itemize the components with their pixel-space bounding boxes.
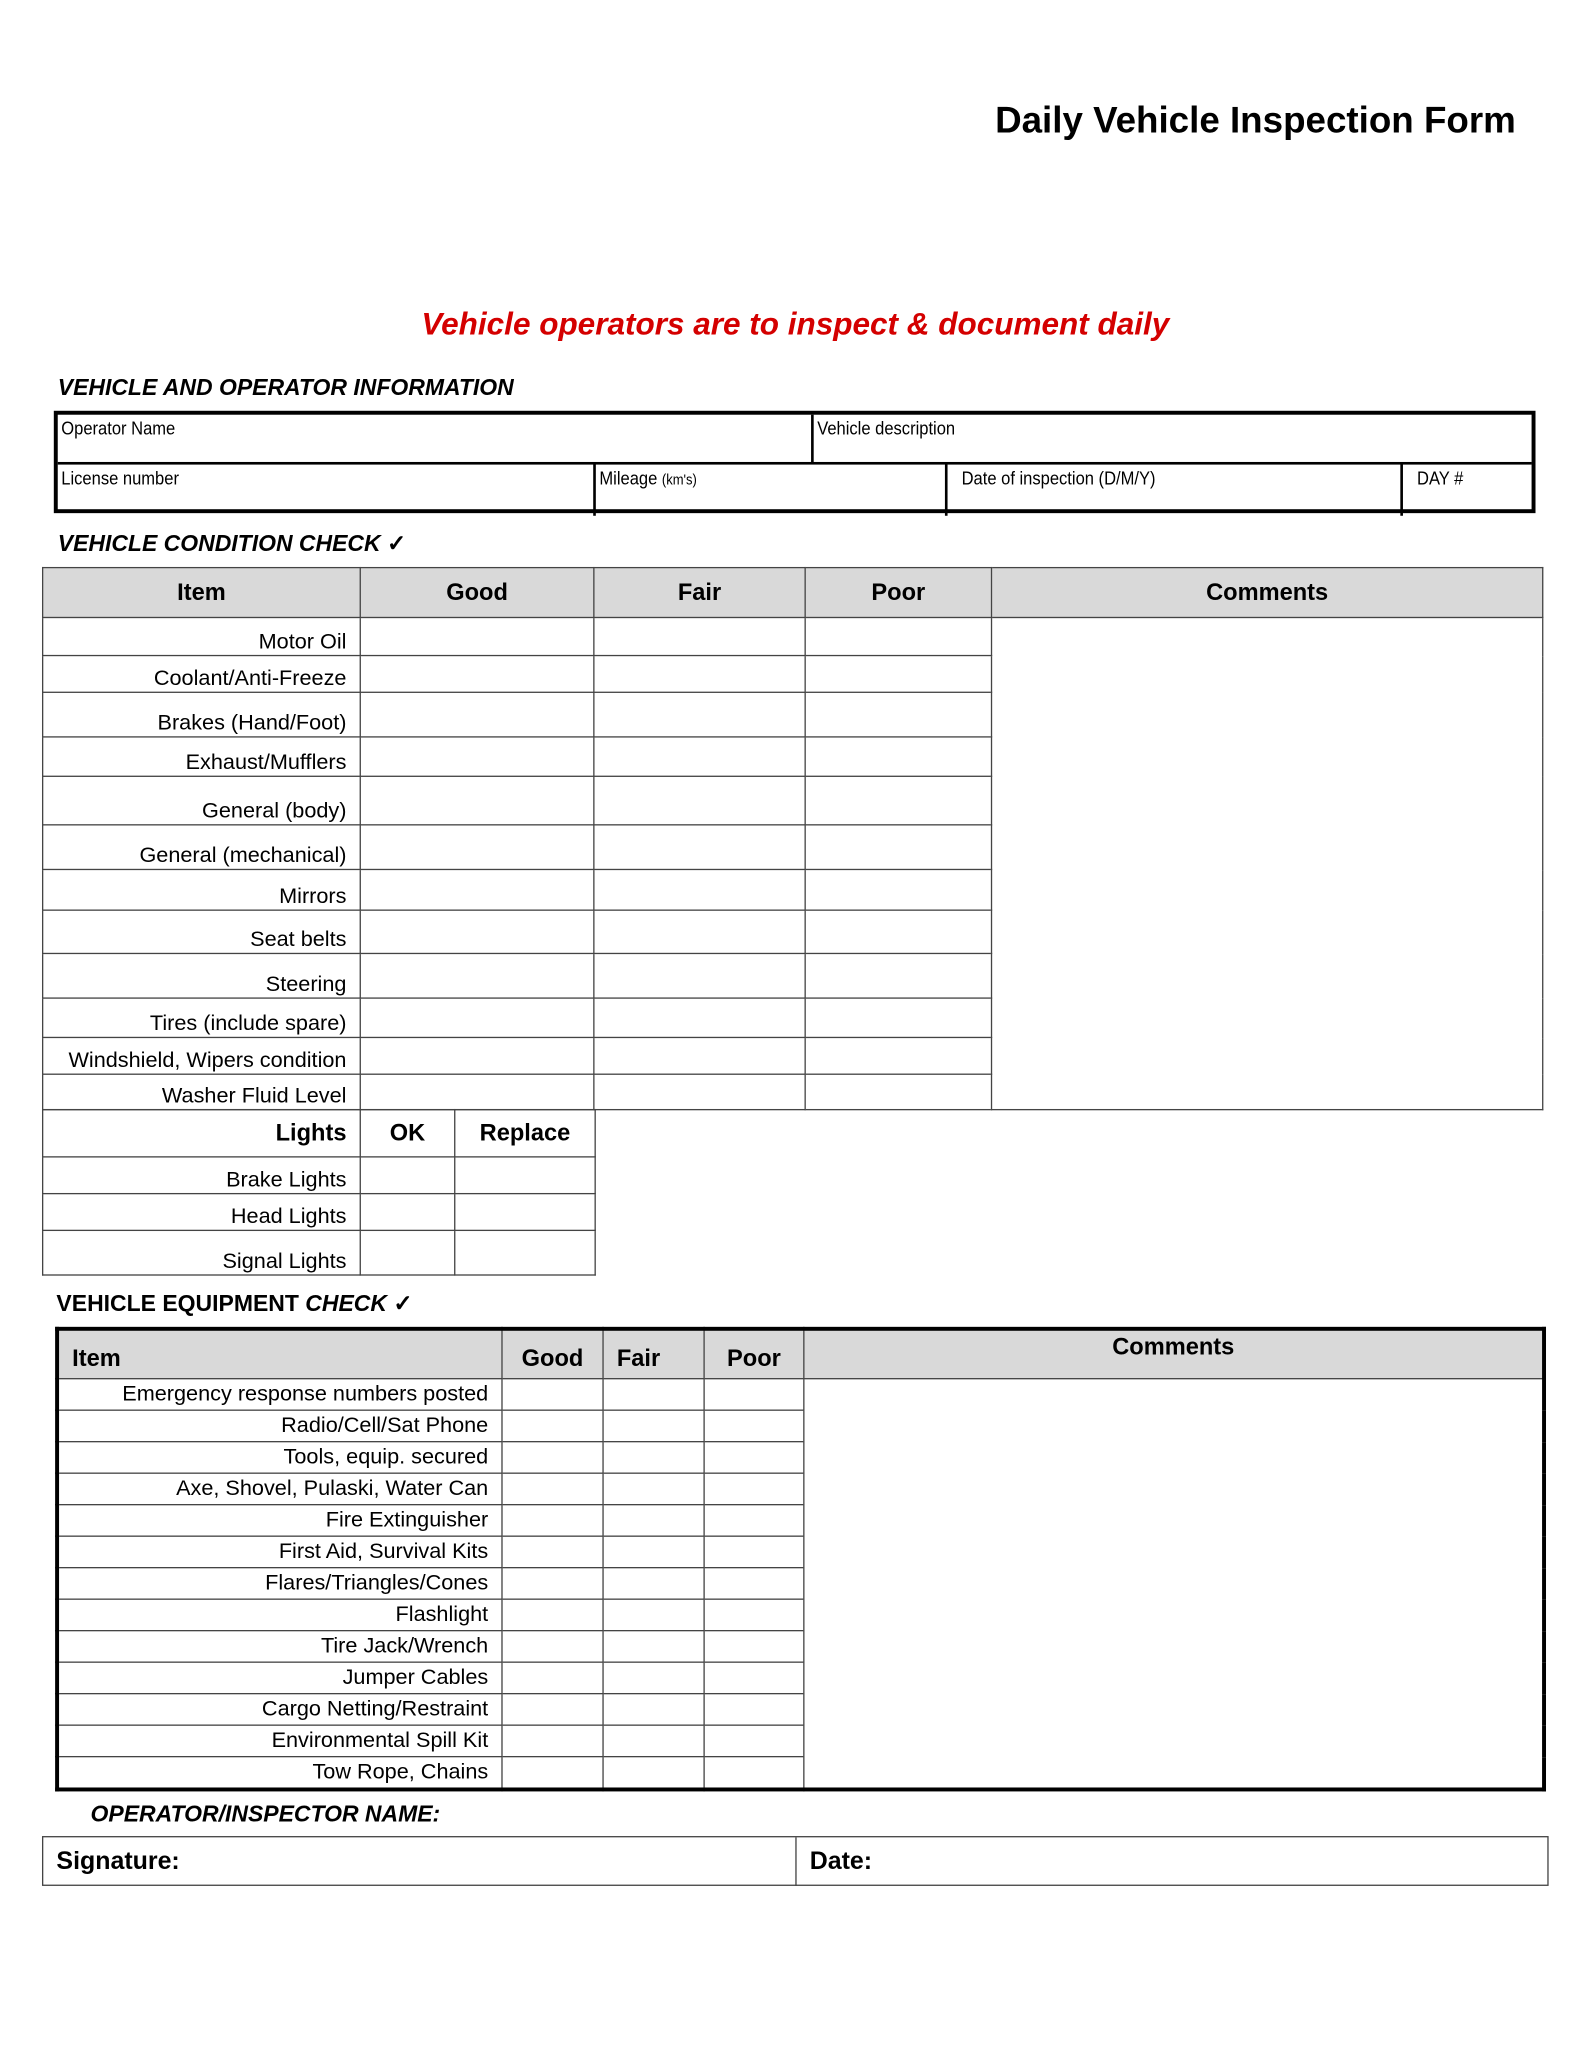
fair-checkbox-cell[interactable] [594, 869, 805, 910]
poor-checkbox-cell[interactable] [704, 1536, 804, 1567]
fair-checkbox-cell[interactable] [594, 656, 805, 693]
good-checkbox-cell[interactable] [502, 1473, 603, 1504]
col-header-comments: Comments [804, 1329, 1544, 1379]
poor-checkbox-cell[interactable] [704, 1473, 804, 1504]
day-number-field[interactable]: DAY # [1416, 467, 1464, 489]
fair-checkbox-cell[interactable] [603, 1410, 704, 1441]
info-section-heading: VEHICLE AND OPERATOR INFORMATION [57, 374, 514, 401]
fair-checkbox-cell[interactable] [603, 1505, 704, 1536]
poor-checkbox-cell[interactable] [805, 656, 991, 693]
poor-checkbox-cell[interactable] [704, 1442, 804, 1473]
good-checkbox-cell[interactable] [360, 737, 594, 776]
instruction-subtitle: Vehicle operators are to inspect & document daily [421, 307, 1170, 343]
fair-checkbox-cell[interactable] [603, 1631, 704, 1662]
table-row [43, 1157, 596, 1194]
replace-checkbox-cell[interactable] [455, 1194, 595, 1231]
table-header-row [57, 1329, 1544, 1379]
replace-checkbox-cell[interactable] [455, 1230, 595, 1275]
col-header-comments: Comments [992, 568, 1543, 618]
fair-checkbox-cell[interactable] [603, 1379, 704, 1410]
poor-checkbox-cell[interactable] [704, 1568, 804, 1599]
good-checkbox-cell[interactable] [502, 1694, 603, 1725]
good-checkbox-cell[interactable] [360, 617, 594, 655]
date-field[interactable]: Date: [809, 1847, 873, 1876]
date-of-inspection-field[interactable]: Date of inspection (D/M/Y) [961, 467, 1156, 489]
item-label: Steering [43, 953, 361, 998]
poor-checkbox-cell[interactable] [805, 776, 991, 825]
good-checkbox-cell[interactable] [360, 1074, 594, 1109]
good-checkbox-cell[interactable] [360, 692, 594, 737]
poor-checkbox-cell[interactable] [805, 1074, 991, 1109]
good-checkbox-cell[interactable] [502, 1505, 603, 1536]
item-label: Washer Fluid Level [43, 1074, 361, 1109]
item-label: Radio/Cell/Sat Phone [57, 1410, 502, 1441]
good-checkbox-cell[interactable] [360, 910, 594, 953]
fair-checkbox-cell[interactable] [594, 692, 805, 737]
operator-name-field[interactable]: Operator Name [61, 417, 176, 439]
poor-checkbox-cell[interactable] [805, 910, 991, 953]
poor-checkbox-cell[interactable] [704, 1662, 804, 1693]
item-label: Mirrors [43, 869, 361, 910]
lights-table [42, 1109, 596, 1276]
fair-checkbox-cell[interactable] [603, 1442, 704, 1473]
fair-checkbox-cell[interactable] [594, 776, 805, 825]
fair-checkbox-cell[interactable] [603, 1473, 704, 1504]
item-label: General (body) [43, 776, 361, 825]
good-checkbox-cell[interactable] [502, 1662, 603, 1693]
poor-checkbox-cell[interactable] [805, 737, 991, 776]
item-label: Cargo Netting/Restraint [57, 1694, 502, 1725]
poor-checkbox-cell[interactable] [704, 1505, 804, 1536]
page-title: Daily Vehicle Inspection Form [995, 99, 1516, 141]
mileage-field[interactable] [596, 465, 701, 491]
fair-checkbox-cell[interactable] [603, 1599, 704, 1630]
item-label: Tow Rope, Chains [57, 1757, 502, 1790]
good-checkbox-cell[interactable] [502, 1757, 603, 1790]
fair-checkbox-cell[interactable] [594, 910, 805, 953]
good-checkbox-cell[interactable] [502, 1410, 603, 1441]
col-header-fair: Fair [603, 1329, 704, 1379]
table-row [57, 1379, 1544, 1410]
col-header-item: Item [57, 1329, 502, 1379]
col-header-good: Good [502, 1329, 603, 1379]
good-checkbox-cell[interactable] [502, 1599, 603, 1630]
replace-header: Replace [455, 1110, 595, 1157]
vehicle-operator-info-box [54, 411, 1536, 513]
col-header-item: Item [43, 568, 361, 618]
fair-checkbox-cell[interactable] [603, 1694, 704, 1725]
vehicle-equipment-table [55, 1327, 1546, 1792]
signature-box [42, 1836, 1549, 1886]
item-label: Tires (include spare) [43, 998, 361, 1037]
fair-checkbox-cell[interactable] [594, 1074, 805, 1109]
fair-checkbox-cell[interactable] [594, 737, 805, 776]
license-number-field[interactable]: License number [61, 467, 179, 489]
poor-checkbox-cell[interactable] [704, 1410, 804, 1441]
poor-checkbox-cell[interactable] [805, 825, 991, 870]
poor-checkbox-cell[interactable] [704, 1631, 804, 1662]
replace-checkbox-cell[interactable] [455, 1157, 595, 1194]
poor-checkbox-cell[interactable] [704, 1757, 804, 1790]
fair-checkbox-cell[interactable] [594, 825, 805, 870]
good-checkbox-cell[interactable] [360, 825, 594, 870]
table-header-row [43, 568, 1543, 618]
poor-checkbox-cell[interactable] [805, 692, 991, 737]
lights-header: Lights [43, 1110, 361, 1157]
check-icon: ✓ [386, 530, 407, 557]
equipment-heading-check: CHECK [305, 1290, 387, 1317]
poor-checkbox-cell[interactable] [704, 1599, 804, 1630]
good-checkbox-cell[interactable] [360, 776, 594, 825]
poor-checkbox-cell[interactable] [704, 1725, 804, 1756]
vehicle-description-field[interactable]: Vehicle description [817, 417, 956, 439]
col-header-good: Good [360, 568, 594, 618]
comments-cell[interactable] [804, 1379, 1544, 1790]
fair-checkbox-cell[interactable] [603, 1662, 704, 1693]
check-icon: ✓ [393, 1290, 413, 1317]
good-checkbox-cell[interactable] [502, 1442, 603, 1473]
item-label: Axe, Shovel, Pulaski, Water Can [57, 1473, 502, 1504]
good-checkbox-cell[interactable] [502, 1568, 603, 1599]
ok-checkbox-cell[interactable] [360, 1230, 454, 1275]
fair-checkbox-cell[interactable] [594, 998, 805, 1037]
poor-checkbox-cell[interactable] [805, 998, 991, 1037]
table-row [43, 1230, 596, 1275]
fair-checkbox-cell[interactable] [603, 1725, 704, 1756]
poor-checkbox-cell[interactable] [805, 953, 991, 998]
good-checkbox-cell[interactable] [360, 998, 594, 1037]
poor-checkbox-cell[interactable] [704, 1379, 804, 1410]
good-checkbox-cell[interactable] [502, 1536, 603, 1567]
condition-heading-text: VEHICLE CONDITION CHECK [57, 530, 381, 557]
ok-checkbox-cell[interactable] [360, 1194, 454, 1231]
good-checkbox-cell[interactable] [502, 1631, 603, 1662]
item-label: Flashlight [57, 1599, 502, 1630]
vehicle-condition-table [42, 567, 1543, 1110]
mileage-label: Mileage [599, 467, 658, 489]
fair-checkbox-cell[interactable] [603, 1757, 704, 1790]
item-label: Coolant/Anti-Freeze [43, 656, 361, 693]
good-checkbox-cell[interactable] [502, 1725, 603, 1756]
equipment-heading-text: VEHICLE EQUIPMENT [56, 1290, 299, 1317]
mileage-unit: (km's) [661, 472, 697, 489]
item-label: Exhaust/Mufflers [43, 737, 361, 776]
ok-checkbox-cell[interactable] [360, 1157, 454, 1194]
fair-checkbox-cell[interactable] [603, 1568, 704, 1599]
good-checkbox-cell[interactable] [360, 953, 594, 998]
item-label: Motor Oil [43, 617, 361, 655]
item-label: Flares/Triangles/Cones [57, 1568, 502, 1599]
light-label: Signal Lights [43, 1230, 361, 1275]
lights-header-row [43, 1110, 596, 1157]
table-row [43, 617, 1543, 655]
item-label: Tire Jack/Wrench [57, 1631, 502, 1662]
table-row [43, 1194, 596, 1231]
fair-checkbox-cell[interactable] [594, 953, 805, 998]
item-label: Emergency response numbers posted [57, 1379, 502, 1410]
poor-checkbox-cell[interactable] [805, 869, 991, 910]
operator-inspector-heading: OPERATOR/INSPECTOR NAME: [90, 1800, 441, 1827]
ok-header: OK [360, 1110, 454, 1157]
fair-checkbox-cell[interactable] [603, 1536, 704, 1567]
comments-cell[interactable] [992, 617, 1543, 1109]
good-checkbox-cell[interactable] [360, 1037, 594, 1074]
poor-checkbox-cell[interactable] [704, 1694, 804, 1725]
item-label: Tools, equip. secured [57, 1442, 502, 1473]
item-label: Jumper Cables [57, 1662, 502, 1693]
equipment-section-heading [56, 1290, 412, 1318]
col-header-fair: Fair [594, 568, 805, 618]
poor-checkbox-cell[interactable] [805, 617, 991, 655]
item-label: Fire Extinguisher [57, 1505, 502, 1536]
item-label: Windshield, Wipers condition [43, 1037, 361, 1074]
item-label: First Aid, Survival Kits [57, 1536, 502, 1567]
item-label: Environmental Spill Kit [57, 1725, 502, 1756]
light-label: Brake Lights [43, 1157, 361, 1194]
col-header-poor: Poor [805, 568, 991, 618]
fair-checkbox-cell[interactable] [594, 1037, 805, 1074]
light-label: Head Lights [43, 1194, 361, 1231]
item-label: Seat belts [43, 910, 361, 953]
good-checkbox-cell[interactable] [360, 656, 594, 693]
col-header-poor: Poor [704, 1329, 804, 1379]
fair-checkbox-cell[interactable] [594, 617, 805, 655]
good-checkbox-cell[interactable] [502, 1379, 603, 1410]
poor-checkbox-cell[interactable] [805, 1037, 991, 1074]
signature-field[interactable]: Signature: [56, 1847, 180, 1876]
condition-section-heading [58, 530, 406, 558]
good-checkbox-cell[interactable] [360, 869, 594, 910]
item-label: Brakes (Hand/Foot) [43, 692, 361, 737]
item-label: General (mechanical) [43, 825, 361, 870]
